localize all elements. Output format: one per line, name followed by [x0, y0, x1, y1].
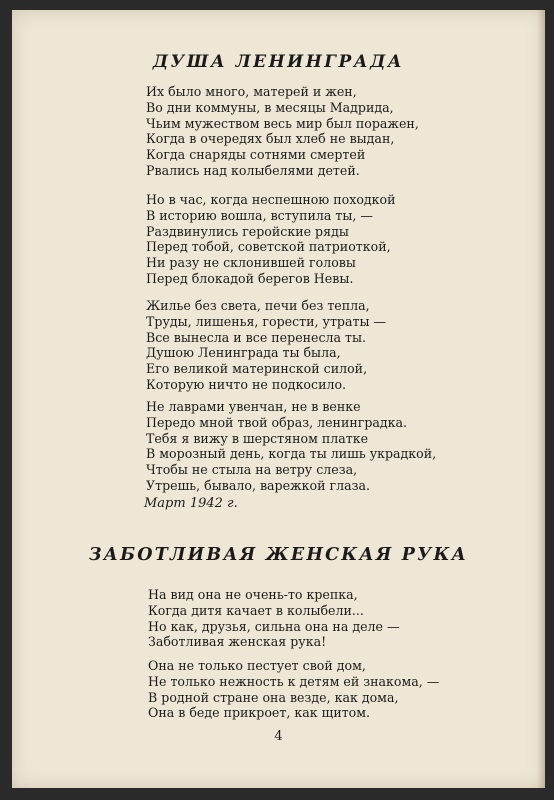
poem-line: Не лаврами увенчан, не в венке [146, 399, 361, 414]
poem-line: Когда дитя качает в колыбели... [148, 602, 364, 618]
poem-line: В историю вошла, вступила ты, — [146, 207, 373, 223]
poem-line: Душою Ленинграда ты была, [146, 345, 341, 361]
poem-line: Тебя я вижу в шерстяном платке [146, 430, 369, 446]
poem-line: Труды, лишенья, горести, утраты — [146, 313, 387, 329]
book-page [12, 10, 545, 788]
poem-line: В родной стране она везде, как дома, [148, 689, 399, 705]
poem-line: Передо мной твой образ, ленинградка. [146, 414, 408, 430]
poem-line: Она не только пестует свой дом, [148, 658, 366, 673]
poem-line: Не только нежность к детям ей знакома, — [148, 673, 440, 689]
poem-line: Его великой материнской силой, [146, 361, 368, 377]
poem-line: На вид она не очень-то крепка, [148, 587, 358, 602]
poem-line: Жилье без света, печи без тепла, [146, 298, 370, 313]
page-edge-shadow [537, 10, 545, 788]
poem-line: Когда в очередях был хлеб не выдан, [146, 131, 395, 147]
poem-stanza [146, 298, 386, 393]
poem-line: Во дни коммуны, в месяцы Мадрида, [146, 99, 394, 115]
poem-stanza [146, 399, 436, 494]
poem-line: Но в час, когда неспешною походкой [146, 192, 396, 207]
poem-line: Рвались над колыбелями детей. [146, 162, 360, 178]
poem-line: Заботливая женская рука! [148, 634, 327, 650]
poem-line: Она в беде прикроет, как щитом. [148, 705, 371, 721]
poem-line: Которую ничто не подкосило. [146, 376, 347, 392]
poem-line: Раздвинулись геройские ряды [146, 223, 349, 239]
poem-title: ЗАБОТЛИВАЯ ЖЕНСКАЯ РУКА [88, 545, 469, 565]
poem-title: ДУША ЛЕНИНГРАДА [152, 52, 405, 72]
poem-line: Перед блокадой берегов Невы. [146, 270, 354, 286]
page-number: 4 [274, 729, 283, 744]
poem-stanza [146, 192, 396, 287]
poem-stanza [148, 587, 400, 650]
poem-line: Все вынесла и все перенесла ты. [146, 329, 367, 345]
poem-line: Когда снаряды сотнями смертей [146, 147, 366, 163]
poem-line: В морозный день, когда ты лишь украдкой, [146, 446, 437, 462]
poem-line: Перед тобой, советской патриоткой, [146, 239, 391, 255]
poem-line: Ни разу не склонившей головы [146, 255, 356, 271]
poem-line: Чтобы не стыла на ветру слеза, [146, 462, 358, 478]
poem-stanza [146, 84, 419, 179]
poem-line: Чьим мужеством весь мир был поражен, [146, 115, 419, 131]
poem-date: Март 1942 г. [144, 496, 238, 511]
poem-line: Их было много, матерей и жен, [146, 84, 357, 99]
poem-stanza [148, 658, 439, 721]
poem-line: Но как, друзья, сильна она на деле — [148, 618, 400, 634]
poem-line: Утрешь, бывало, варежкой глаза. [146, 477, 370, 493]
